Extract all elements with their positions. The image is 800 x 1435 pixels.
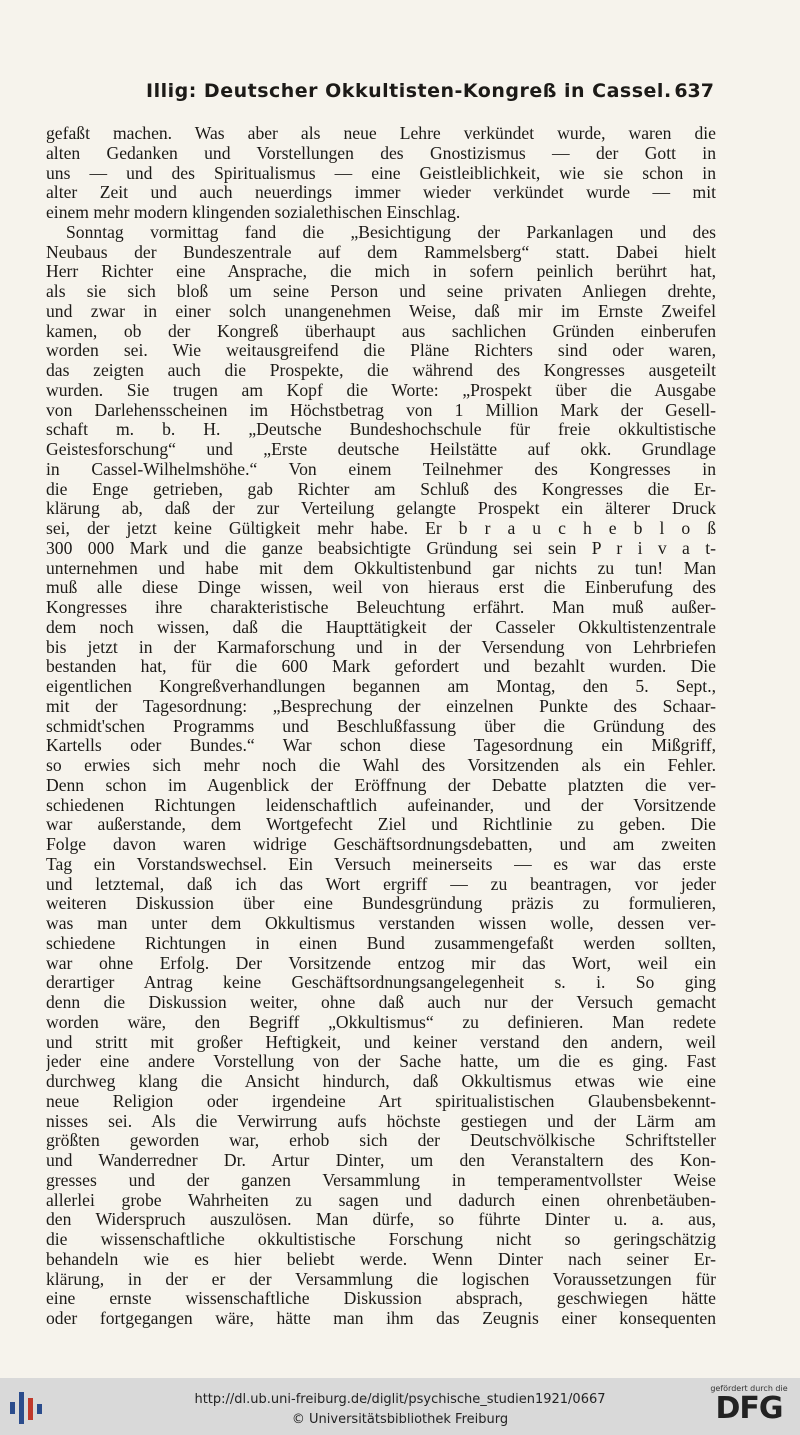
text-line: kamen, ob der Kongreß überhaupt aus sachlichen Gründen einberufen <box>46 321 716 341</box>
text-line: eine ernste wissenschaftliche Diskussion absprach, geschwiegen hätte <box>46 1289 716 1309</box>
text-line: schmidt'schen Programms und Beschlußfassung über die Gründung des <box>46 716 716 736</box>
text-line: bis jetzt in der Karmaforschung und in der Versendung von Lehrbriefen <box>46 637 716 657</box>
text-line: oder fortgegangen wäre, hätte man ihm das Zeugnis einer konsequenten <box>46 1309 716 1328</box>
text-line: und letztemal, daß ich das Wort ergriff — zu beantragen, vor jeder <box>46 874 716 894</box>
text-line: klärung ab, daß der zur Verteilung gelangte Prospekt ein älterer Druck <box>46 499 716 519</box>
text-line: sei, der jetzt keine Gültigkeit mehr habe. Er b r a u c h e b l o ß <box>46 519 716 538</box>
page-number: 637 <box>674 80 714 102</box>
text-line: schiedene Richtungen in einen Bund zusammengefaßt werden sollten, <box>46 933 716 953</box>
text-line: nisses sei. Als die Verwirrung aufs höchste gestiegen und der Lärm am <box>46 1111 716 1131</box>
source-url-link[interactable]: http://dl.ub.uni-freiburg.de/diglit/psychische_studien1921/0667 <box>194 1392 606 1407</box>
dfg-funding-text: gefördert durch die <box>710 1384 788 1393</box>
text-line: worden wäre, den Begriff „Okkultismus“ zu definieren. Man redete <box>46 1012 716 1032</box>
text-line: derartiger Antrag keine Geschäftsordnungsangelegenheit s. i. So ging <box>46 973 716 993</box>
text-line: von Darlehensscheinen im Höchstbetrag von 1 Million Mark der Gesell- <box>46 400 716 420</box>
text-line: Geistesforschung“ und „Erste deutsche Heilstätte auf okk. Grundlage <box>46 440 716 459</box>
text-line: und zwar in einer solch unangenehmen Weise, daß mir im Ernste Zweifel <box>46 301 716 321</box>
text-line: Herr Richter eine Ansprache, die mich in sofern peinlich berührt hat, <box>46 262 716 282</box>
text-line: behandeln wie es hier beliebt werde. Wenn Dinter nach seiner Er- <box>46 1249 716 1269</box>
running-title: Illig: Deutscher Okkultisten-Kongreß in Cassel. <box>146 80 672 102</box>
text-line: war ohne Erfolg. Der Vorsitzende entzog mir das Wort, weil ein <box>46 953 716 973</box>
dfg-logo <box>706 1384 792 1430</box>
body-text <box>46 124 716 1329</box>
text-line: in Cassel-Wilhelmshöhe.“ Von einem Teilnehmer des Kongresses in <box>46 459 716 479</box>
page-header <box>46 80 714 110</box>
text-line: Tag ein Vorstandswechsel. Ein Versuch meinerseits — es war das erste <box>46 854 716 874</box>
text-line: gresses und der ganzen Versammlung in temperamentvollster Weise <box>46 1170 716 1190</box>
text-line: denn die Diskussion weiter, ohne daß auch nur der Versuch gemacht <box>46 993 716 1012</box>
text-line: gefaßt machen. Was aber als neue Lehre verkündet wurde, waren die <box>46 124 716 143</box>
text-line: das zeigten auch die Prospekte, die während des Kongresses ausgeteilt <box>46 361 716 380</box>
text-line: einem mehr modern klingenden sozialethischen Einschlag. <box>46 203 461 222</box>
text-line: alten Gedanken und Vorstellungen des Gnostizismus — der Gott in <box>46 143 716 163</box>
dfg-logo-text: DFG <box>715 1391 783 1426</box>
text-line: und stritt mit großer Heftigkeit, und keiner verstand den andern, weil <box>46 1032 716 1052</box>
text-line: als sie sich bloß um seine Person und seine privaten Anliegen drehte, <box>46 282 716 301</box>
footer-bar <box>0 1378 800 1435</box>
text-line: Sonntag vormittag fand die „Besichtigung der Parkanlagen und des <box>66 222 716 242</box>
text-line: bestanden hat, für die 600 Mark gefordert und bezahlt wurden. Die <box>46 657 716 677</box>
text-line: den Widerspruch auszulösen. Man dürfe, so führte Dinter u. a. aus, <box>46 1210 716 1230</box>
text-line: und Wanderredner Dr. Artur Dinter, um den Veranstaltern des Kon- <box>46 1151 716 1170</box>
text-line: die Enge getrieben, gab Richter am Schluß des Kongresses die Er- <box>46 479 716 499</box>
text-line: durchweg klang die Ansicht hindurch, daß Okkultismus etwas wie eine <box>46 1072 716 1091</box>
text-line: wurden. Sie trugen am Kopf die Worte: „Prospekt über die Ausgabe <box>46 380 716 400</box>
copyright-text: © Universitätsbibliothek Freiburg <box>291 1412 509 1427</box>
text-line: so erwies sich mehr noch die Wahl des Vorsitzenden als ein Fehler. <box>46 756 716 775</box>
text-line: 300 000 Mark und die ganze beabsichtigte Gründung sei sein P r i v a t- <box>46 538 716 558</box>
text-line: dem noch wissen, daß die Haupttätigkeit der Casseler Okkultistenzentrale <box>46 617 716 637</box>
text-line: muß alle diese Dinge wissen, weil von hieraus erst die Einberufung des <box>46 578 716 598</box>
text-line: schiedenen Richtungen leidenschaftlich aufeinander, und der Vorsitzende <box>46 795 716 815</box>
text-line: worden sei. Wie weitausgreifend die Pläne Richters sind oder waren, <box>46 341 716 361</box>
text-line: war außerstande, dem Wortgefecht Ziel und Richtlinie zu geben. Die <box>46 815 716 835</box>
text-line: jeder eine andere Vorstellung von der Sache hatte, um die es ging. Fast <box>46 1052 716 1072</box>
text-line: Denn schon im Augenblick der Eröffnung der Debatte platzten die ver- <box>46 775 716 795</box>
text-line: uns — und des Spiritualismus — eine Geistleiblichkeit, wie sie schon in <box>46 163 716 183</box>
text-line: unternehmen und habe mit dem Okkultistenbund gar nichts zu tun! Man <box>46 558 716 578</box>
text-line: schaft m. b. H. „Deutsche Bundeshochschule für freie okkultistische <box>46 420 716 440</box>
text-line: Kongresses ihre charakteristische Beleuchtung erfährt. Man muß außer- <box>46 598 716 617</box>
text-line: neue Religion oder irgendeine Art spiritualistischen Glaubensbekennt- <box>46 1091 716 1111</box>
text-line: klärung, in der er der Versammlung die logischen Voraussetzungen für <box>46 1269 716 1289</box>
text-line: allerlei grobe Wahrheiten zu sagen und dadurch einen ohrenbetäuben- <box>46 1190 716 1210</box>
text-line: größten geworden war, erhob sich der Deutschvölkische Schriftsteller <box>46 1131 716 1151</box>
text-line: Kartells oder Bundes.“ War schon diese Tagesordnung ein Mißgriff, <box>46 736 716 756</box>
text-line: eigentlichen Kongreßverhandlungen begannen am Montag, den 5. Sept., <box>46 677 716 696</box>
text-line: Neubaus der Bundeszentrale auf dem Rammelsberg“ statt. Dabei hielt <box>46 242 716 262</box>
text-line: alter Zeit und auch neuerdings immer wieder verkündet wurde — mit <box>46 183 716 203</box>
text-line: mit der Tagesordnung: „Besprechung der einzelnen Punkte des Schaar- <box>46 696 716 716</box>
text-line: die wissenschaftliche okkultistische Forschung nicht so geringschätzig <box>46 1230 716 1249</box>
text-line: weiteren Diskussion über eine Bundesgründung präzis zu formulieren, <box>46 894 716 914</box>
text-line: Folge davon waren widrige Geschäftsordnungsdebatten, und am zweiten <box>46 835 716 854</box>
text-line: was man unter dem Okkultismus verstanden wissen wolle, dessen ver- <box>46 914 716 933</box>
